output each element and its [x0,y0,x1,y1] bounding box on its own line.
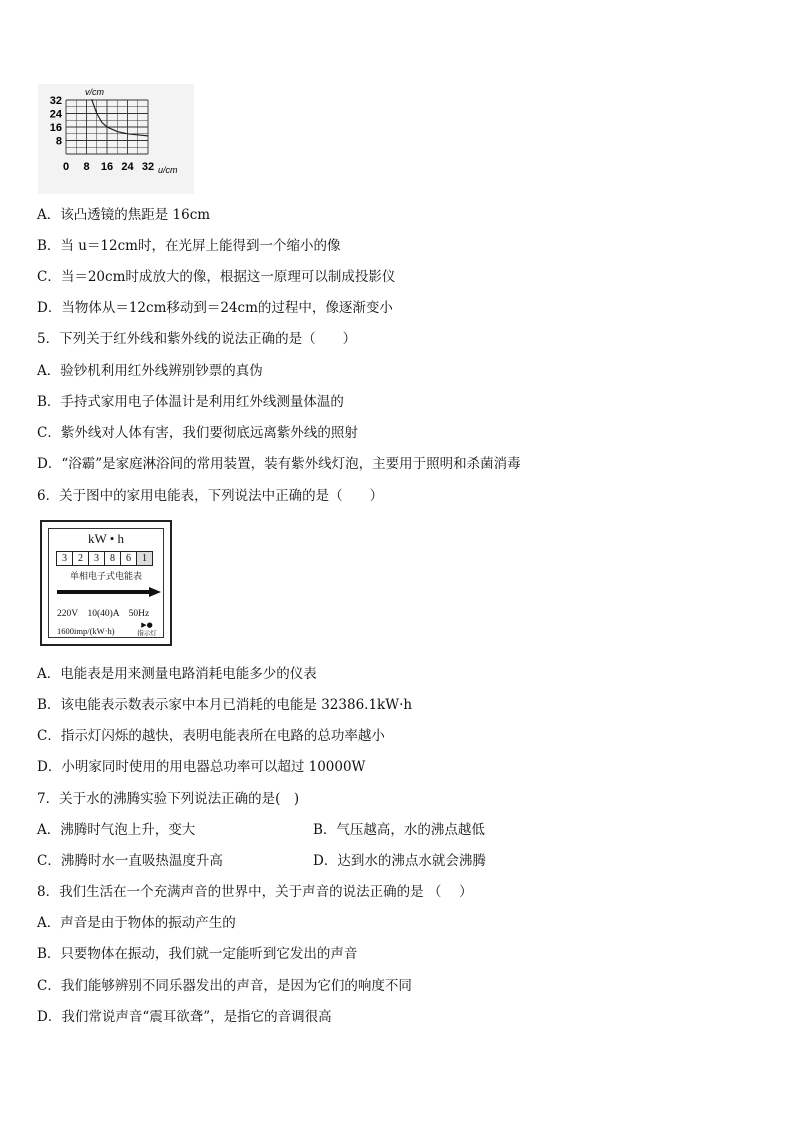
indicator-light [135,621,159,637]
q8-option-c: C．我们能够辨别不同乐器发出的声音，是因为它们的响度不同 [37,978,412,994]
x-tick-label: 24 [121,161,134,173]
x-tick-label: 16 [100,161,114,173]
y-tick-label: 8 [55,135,62,148]
meter-unit: kW • h [87,531,125,546]
indicator-label: 指示灯 [137,629,157,637]
meter-digit: 3 [56,551,73,566]
y-axis-label: v/cm [85,87,104,97]
meter-digit: 6 [120,551,137,566]
graph-svg [38,84,194,194]
q7-option-c: C．沸腾时水一直吸热温度升高 [37,853,223,869]
y-tick-label: 16 [49,122,62,134]
y-tick-label: 24 [49,108,62,121]
meter-digit-decimal: 1 [136,551,153,566]
q8-stem: 8．我们生活在一个充满声音的世界中，关于声音的说法正确的是 （ ） [37,884,473,900]
meter-constant: 1600imp/(kW·h) [57,626,115,636]
x-axis-label: u/cm [158,165,178,175]
meter-name: 单相电子式电能表 [69,572,142,582]
meter-digit: 2 [72,551,89,566]
q7-option-b: B．气压越高，水的沸点越低 [313,822,485,838]
q7-option-d: D．达到水的沸点水就会沸腾 [313,853,486,869]
meter-specs: 220V 10(40)A 50Hz [57,609,150,619]
q6-option-c: C．指示灯闪烁的越快，表明电能表所在电路的总功率越小 [37,728,385,744]
electric-meter-figure [40,520,172,646]
q4-option-d: D．当物体从＝12cm移动到＝24cm的过程中，像逐渐变小 [37,300,393,316]
q7-option-a: A．沸腾时气泡上升，变大 [37,822,196,838]
q6-option-b: B．该电能表示数表示家中本月已消耗的电能是 32386.1kW·h [37,697,413,713]
q7-stem: 7．关于水的沸腾实验下列说法正确的是( ) [37,791,300,807]
meter-arrow [57,587,161,597]
y-tick-label: 32 [49,95,62,107]
meter-digit: 3 [88,551,105,566]
q6-stem: 6．关于图中的家用电能表，下列说法中正确的是（ ） [37,488,384,504]
meter-digit: 8 [104,551,121,566]
q4-option-a: A．该凸透镜的焦距是 16cm [37,207,211,223]
q5-option-d: D．“浴霸”是家庭淋浴间的常用装置，装有紫外线灯泡，主要用于照明和杀菌消毒 [37,456,521,472]
meter-panel [48,528,164,638]
q5-option-a: A．验钞机利用红外线辨别钞票的真伪 [37,363,263,379]
lens-image-distance-graph [38,84,194,194]
q6-option-a: A．电能表是用来测量电路消耗电能多少的仪表 [37,666,317,682]
q6-option-d: D．小明家同时使用的用电器总功率可以超过 10000W [37,759,366,775]
q8-option-d: D．我们常说声音“震耳欲聋”，是指它的音调很高 [37,1009,332,1025]
q8-option-a: A．声音是由于物体的振动产生的 [37,915,236,931]
q5-option-b: B．手持式家用电子体温计是利用红外线测量体温的 [37,394,344,410]
q4-option-c: C．当＝20cm时成放大的像，根据这一原理可以制成投影仪 [37,269,396,285]
x-tick-label: 0 [62,161,70,173]
q4-option-b: B．当 u＝12cm时，在光屏上能得到一个缩小的像 [37,238,341,254]
indicator-icon: ▶● [141,621,153,629]
x-tick-label: 32 [141,161,155,173]
q5-stem: 5．下列关于红外线和紫外线的说法正确的是（ ） [37,331,357,347]
q5-option-c: C．紫外线对人体有害，我们要彻底远离紫外线的照射 [37,425,358,441]
q8-option-b: B．只要物体在振动，我们就一定能听到它发出的声音 [37,946,358,962]
x-tick-label: 8 [83,161,90,173]
meter-digits [56,551,152,566]
